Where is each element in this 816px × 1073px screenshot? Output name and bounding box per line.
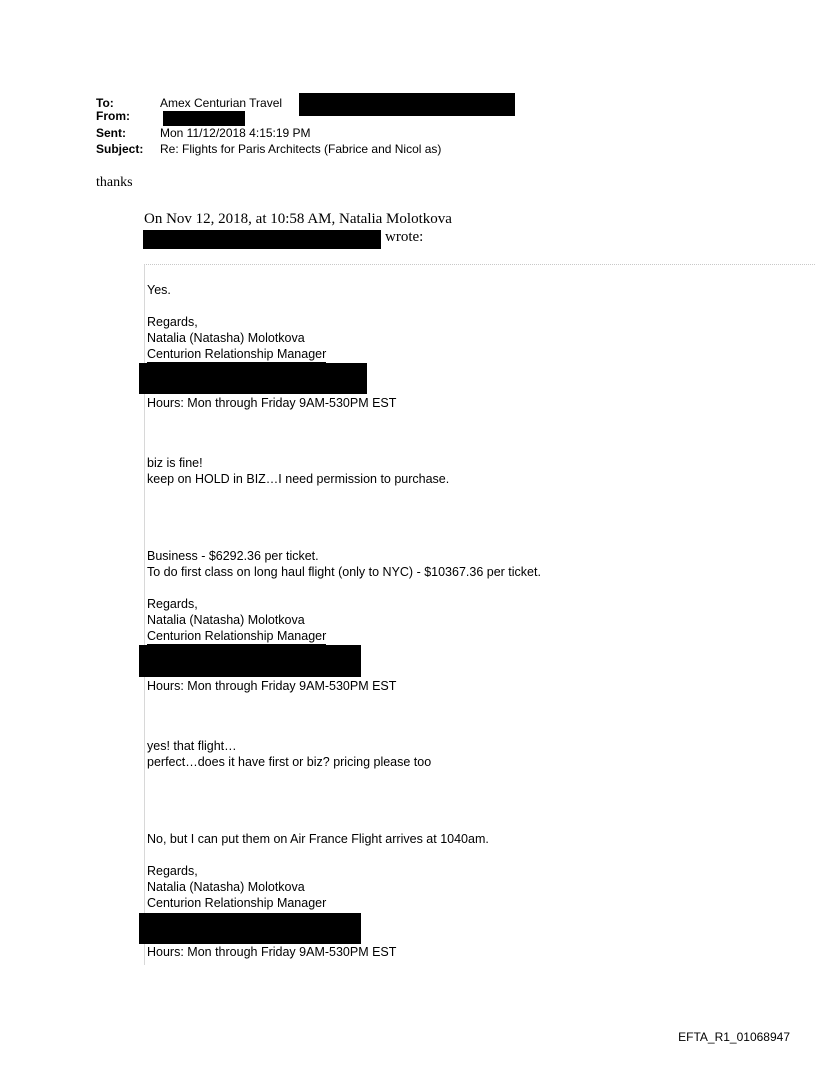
message-text: No, but I can put them on Air France Flight arrives at 1040am. [147, 832, 489, 846]
signature-regards: Regards, [147, 315, 198, 329]
signature-hours: Hours: Mon through Friday 9AM-530PM EST [147, 679, 397, 693]
quote-intro: On Nov 12, 2018, at 10:58 AM, Natalia Molotkova [144, 211, 452, 227]
signature-hours: Hours: Mon through Friday 9AM-530PM EST [147, 396, 397, 410]
message-text: yes! that flight… [147, 739, 237, 753]
subject-value: Re: Flights for Paris Architects (Fabrice and Nicol as) [160, 142, 442, 156]
sent-value: Mon 11/12/2018 4:15:19 PM [160, 126, 311, 140]
message-text: keep on HOLD in BIZ…I need permission to purchase. [147, 472, 450, 486]
from-label: From: [96, 109, 130, 123]
signature-name: Natalia (Natasha) Molotkova [147, 613, 305, 627]
subject-label: Subject: [96, 142, 144, 156]
signature-regards: Regards, [147, 864, 198, 878]
sent-label: Sent: [96, 126, 126, 140]
message-text: Yes. [147, 283, 171, 297]
redaction-signature-contact [139, 913, 361, 944]
redaction-signature-contact [139, 363, 367, 394]
document-id: EFTA_R1_01068947 [678, 1030, 790, 1044]
signature-title: Centurion Relationship Manager [147, 347, 327, 361]
signature-title: Centurion Relationship Manager [147, 896, 327, 910]
signature-name: Natalia (Natasha) Molotkova [147, 331, 305, 345]
redaction-signature-contact [139, 645, 361, 677]
message-text: biz is fine! [147, 456, 203, 470]
message-text: Business - $6292.36 per ticket. [147, 549, 319, 563]
signature-title: Centurion Relationship Manager [147, 629, 327, 643]
redaction-from [163, 111, 245, 126]
signature-regards: Regards, [147, 597, 198, 611]
redaction-to-email [299, 93, 515, 116]
quote-intro-wrote: wrote: [385, 229, 424, 245]
message-text: To do first class on long haul flight (only to NYC) - $10367.36 per ticket. [147, 565, 541, 579]
redaction-sender-email [143, 230, 381, 249]
reply-text: thanks [96, 175, 133, 190]
message-text: perfect…does it have first or biz? pricing please too [147, 755, 432, 769]
to-label: To: [96, 96, 114, 110]
signature-hours: Hours: Mon through Friday 9AM-530PM EST [147, 945, 397, 959]
signature-name: Natalia (Natasha) Molotkova [147, 880, 305, 894]
to-value: Amex Centurian Travel [160, 96, 283, 110]
